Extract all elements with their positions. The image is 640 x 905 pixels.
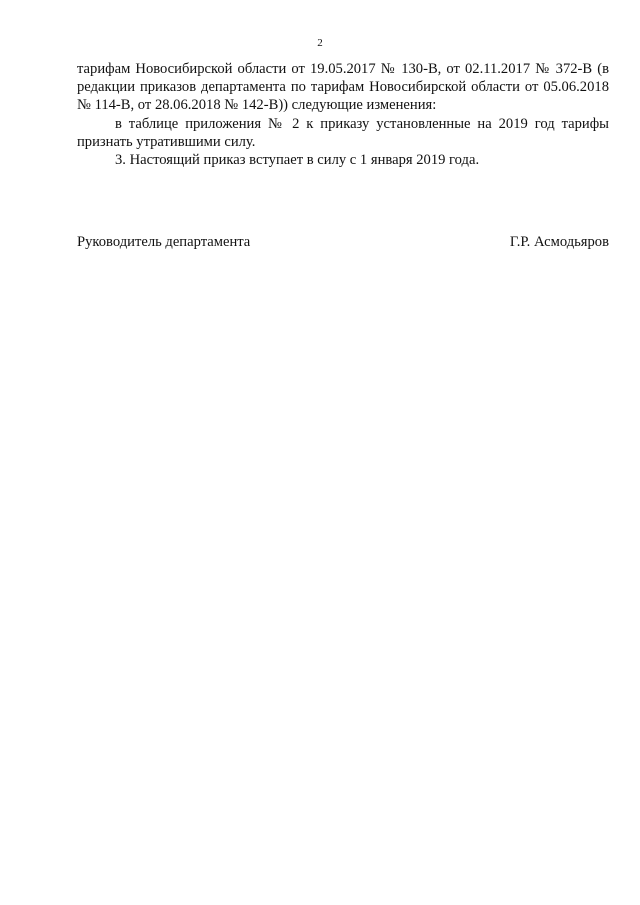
paragraph-continuation: тарифам Новосибирской области от 19.05.2017 № 130-В, от 02.11.2017 № 372-В (в редакции приказов департамента по тарифам Новосибирской области от 05.06.2018 № 114-В, от 28.06.2018 № 142-В)) следующие изменения: — [77, 61, 609, 114]
signatory-name: Г.Р. Асмодьяров — [509, 234, 609, 250]
paragraph-table-change: в таблице приложения № 2 к приказу установленные на 2019 год тарифы признать утратившими силу. — [77, 115, 609, 150]
document-body — [77, 60, 609, 169]
signature-block — [77, 233, 609, 251]
paragraph-effective-date: 3. Настоящий приказ вступает в силу с 1 января 2019 года. — [115, 152, 480, 169]
page-number: 2 — [317, 37, 323, 49]
signatory-position: Руководитель департамента — [77, 234, 251, 250]
